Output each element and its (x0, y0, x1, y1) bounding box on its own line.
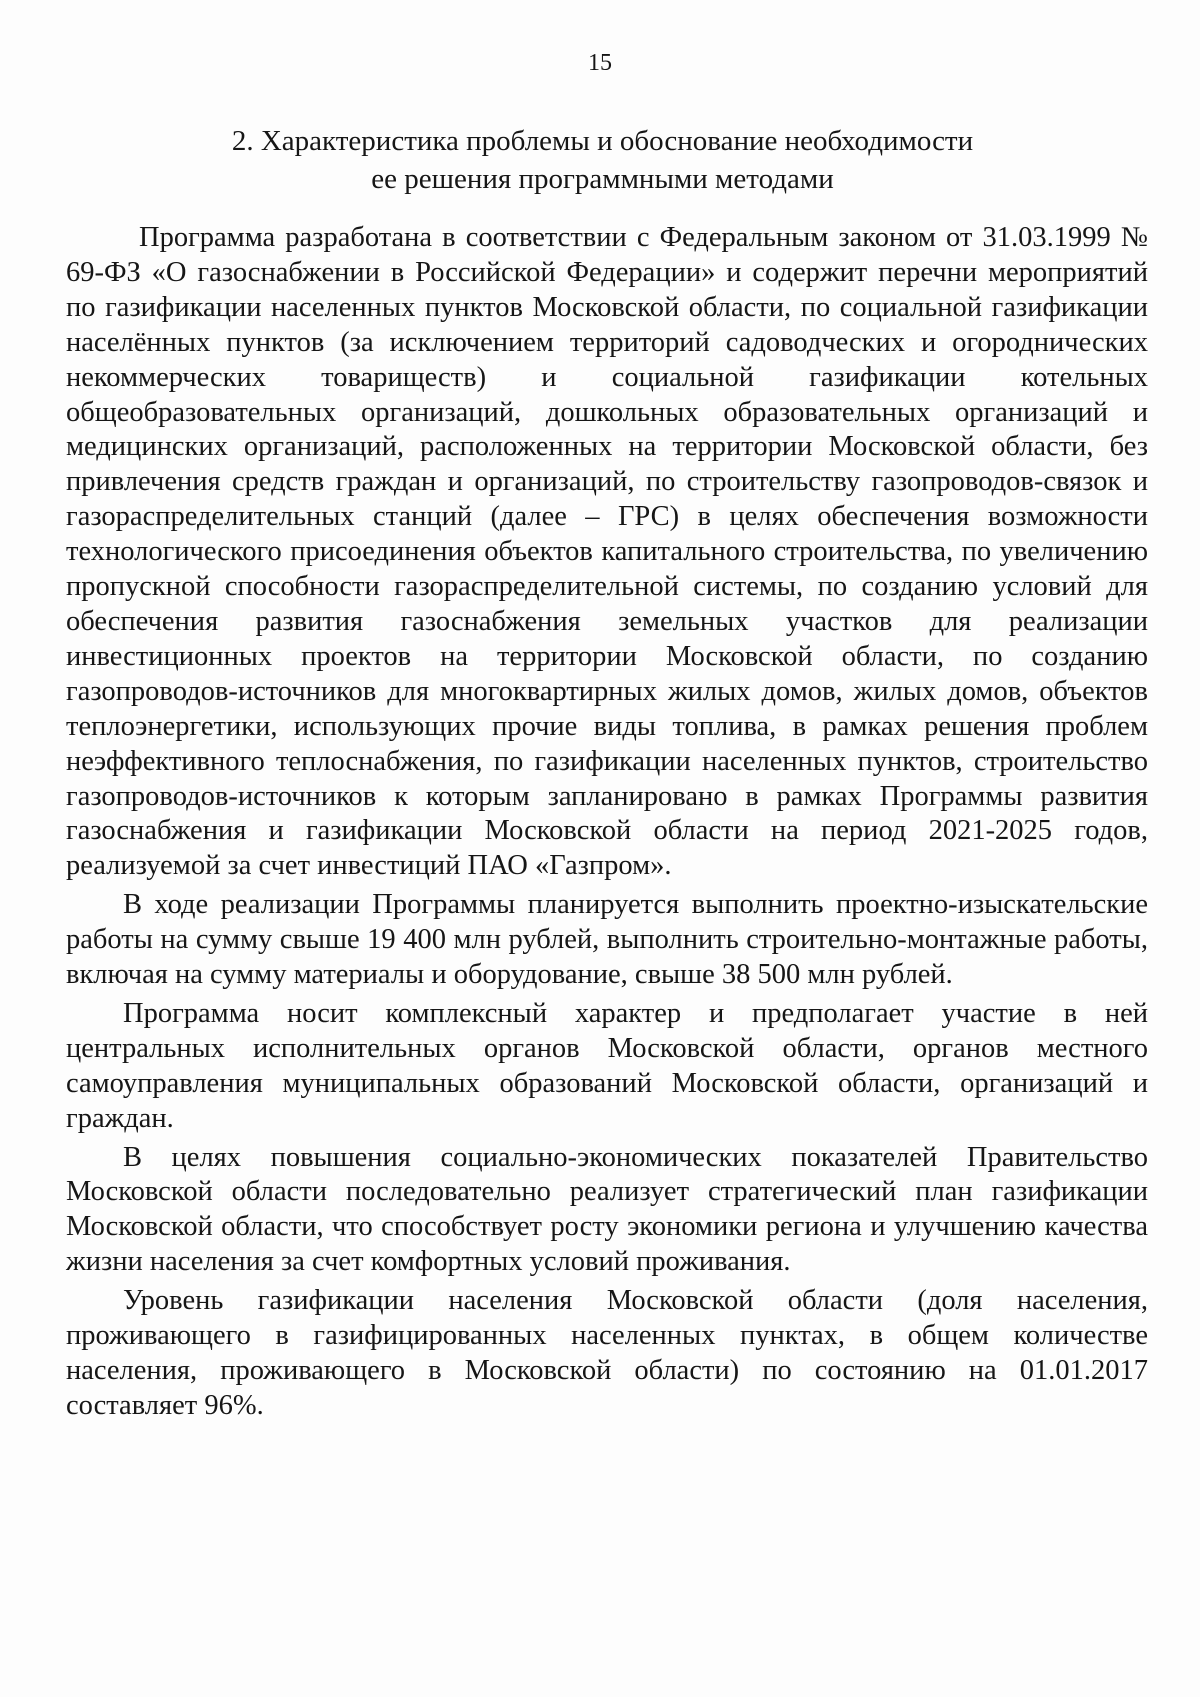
paragraph-strategic-plan: В целях повышения социально-экономических показателей Правительство Московской области последовательно реализует стратегический план газификации Московской области, что способствует росту экономики региона и улучшению качества жизни населения за счет комфортных условий проживания. (66, 1141, 1148, 1278)
paragraph-participants: Программа носит комплексный характер и предполагает участие в ней центральных исполнительных органов Московской области, органов местного самоуправления муниципальных образований Московской области, организаций и граждан. (66, 997, 1148, 1134)
section-title (130, 122, 1075, 198)
page-number: 15 (588, 50, 612, 76)
document-body (66, 221, 1148, 1424)
paragraph-gasification-level: Уровень газификации населения Московской области (доля населения, проживающего в газифицированных населенных пунктах, в общем количестве населения, проживающего в Московской области) по состоянию на 01.01.2017 составляет 96%. (66, 1285, 1148, 1421)
paragraph-planned-works: В ходе реализации Программы планируется выполнить проектно-изыскательские работы на сумму свыше 19 400 млн рублей, выполнить строительно-монтажные работы, включая на сумму материалы и оборудование, свыше 38 500 млн рублей. (66, 889, 1148, 991)
section-title-line-2: ее решения программными методами (371, 163, 834, 195)
section-title-line-1: 2. Характеристика проблемы и обоснование необходимости (231, 125, 974, 157)
paragraph-program-basis: Программа разработана в соответствии с Федеральным законом от 31.03.1999 № 69-ФЗ «О газоснабжении в Российской Федерации» и содержит перечни мероприятий по газификации населенных пунктов Московской области, по социальной газификации населённых пунктов (за исключением территорий садоводческих и огороднических некоммерческих товариществ) и социальной газификации котельных общеобразовательных организаций, дошкольных образовательных организаций и медицинских организаций, расположенных на территории Московской области, без привлечения средств граждан и организаций, по строительству газопроводов-связок и газораспределительных станций (далее – ГРС) в целях обеспечения возможности технологического присоединения объектов капитального строительства, по увеличению пропускной способности газораспределительной системы, по созданию условий для обеспечения развития газоснабжения земельных участков для реализации инвестиционных проектов на территории Московской области, по созданию газопроводов-источников для многоквартирных жилых домов, жилых домов, объектов теплоэнергетики, использующих прочие виды топлива, в рамках решения проблем неэффективного теплоснабжения, по газификации населенных пунктов, строительство газопроводов-источников к которым запланировано в рамках Программы развития газоснабжения и газификации Московской области на период 2021-2025 годов, реализуемой за счет инвестиций ПАО «Газпром». (66, 222, 1148, 882)
